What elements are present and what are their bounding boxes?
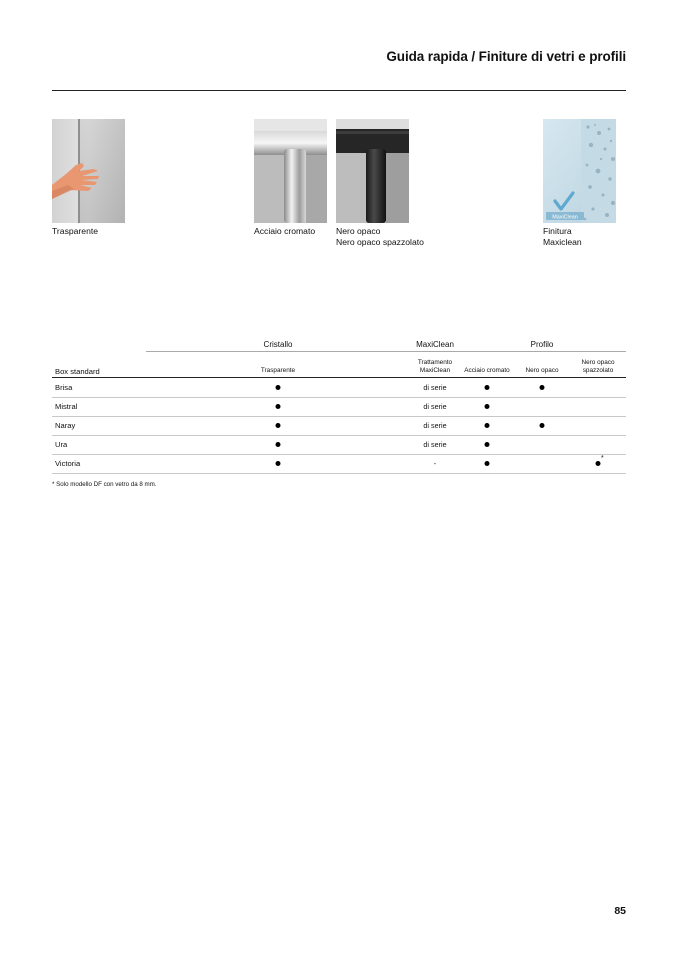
caption-nero-opaco <box>336 226 424 248</box>
group-header-cristallo: Cristallo <box>263 340 293 349</box>
caption-line: Trasparente <box>52 226 99 236</box>
caption-line: Nero opaco <box>336 226 381 236</box>
group-header-profilo: Profilo <box>530 340 554 349</box>
table-row <box>52 454 626 474</box>
col-header-spazzolato <box>581 359 614 375</box>
swatch-nero-opaco <box>336 119 409 223</box>
dot-acciaio <box>485 442 490 447</box>
footnote: * Solo modello DF con vetro da 8 mm. <box>52 481 157 488</box>
swatch-maxiclean <box>543 119 616 223</box>
cell-maxiclean: di serie <box>423 383 447 392</box>
caption-maxiclean <box>543 226 582 248</box>
col-header-line: Nero opaco <box>581 359 615 366</box>
dot-acciaio <box>485 461 490 466</box>
dot-trasparente <box>276 442 281 447</box>
cell-maxiclean: - <box>433 459 437 468</box>
col-header-nero <box>525 367 558 375</box>
dot-nero <box>540 385 545 390</box>
row-name: Naray <box>55 421 76 430</box>
table-row <box>52 397 626 417</box>
page-title: Guida rapida / Finiture di vetri e profili <box>386 49 626 64</box>
table-row <box>52 416 626 436</box>
caption-line: Finitura <box>543 226 572 236</box>
row-name: Brisa <box>55 383 73 392</box>
table-row <box>52 378 626 398</box>
dot-trasparente <box>276 404 281 409</box>
row-name: Victoria <box>55 459 81 468</box>
swatch-acciaio-cromato <box>254 119 327 223</box>
col-header-line: spazzolato <box>582 367 614 374</box>
dot-nero <box>540 423 545 428</box>
col-header-line: Nero opaco <box>525 367 559 374</box>
dot-spazzolato <box>596 461 601 466</box>
dot-trasparente <box>276 423 281 428</box>
maxiclean-logo-text: MaxiClean <box>552 214 578 221</box>
swatch-trasparente <box>52 119 125 223</box>
cell-maxiclean: di serie <box>423 440 447 449</box>
caption-line: Nero opaco spazzolato <box>336 237 424 247</box>
caption-acciaio-cromato <box>254 226 315 237</box>
row-name: Ura <box>55 440 68 449</box>
col-header-line: Trattamento <box>417 359 453 366</box>
col-header-line: Trasparente <box>260 367 296 374</box>
caption-trasparente <box>52 226 98 237</box>
cell-maxiclean: di serie <box>423 421 447 430</box>
col-header-acciaio <box>464 367 509 375</box>
cell-maxiclean: di serie <box>423 402 447 411</box>
col-header-line: MaxiClean <box>419 367 451 374</box>
caption-line: Acciaio cromato <box>254 226 316 236</box>
page-number: 85 <box>614 905 626 917</box>
dot-acciaio <box>485 385 490 390</box>
header-rule <box>52 90 626 91</box>
dot-acciaio <box>485 404 490 409</box>
table-row <box>52 435 626 455</box>
row-header-label: Box standard <box>55 367 100 376</box>
caption-line: Maxiclean <box>543 237 582 247</box>
col-header-trasparente <box>261 367 295 375</box>
row-name: Mistral <box>55 402 78 411</box>
col-header-trattamento <box>418 359 452 375</box>
group-header-rule <box>146 351 626 352</box>
dot-trasparente <box>276 461 281 466</box>
col-header-line: Acciaio cromato <box>464 367 510 374</box>
dot-trasparente <box>276 385 281 390</box>
dot-acciaio <box>485 423 490 428</box>
group-header-maxiclean: MaxiClean <box>416 340 454 349</box>
footnote-marker: * <box>601 455 604 462</box>
